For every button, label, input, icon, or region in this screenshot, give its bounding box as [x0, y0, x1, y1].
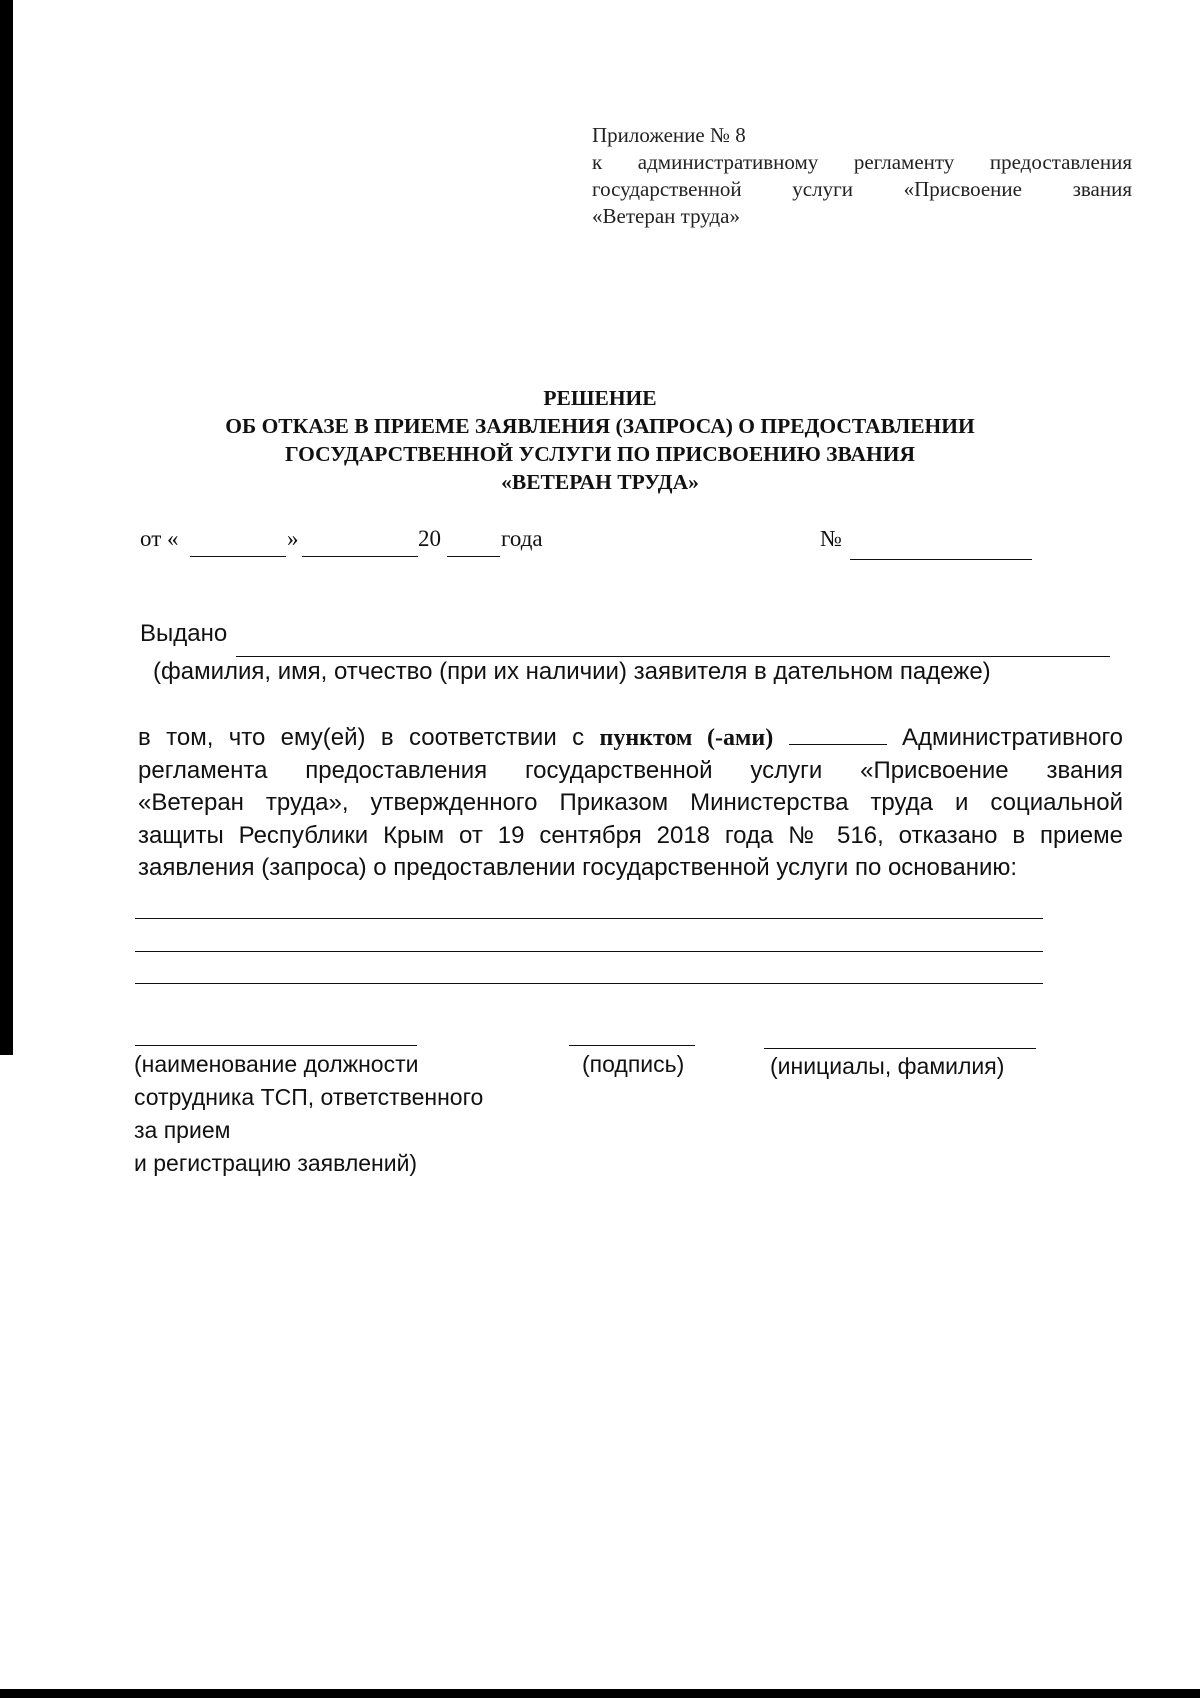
scan-border-left [0, 0, 13, 1055]
appendix-line-2: государственной услуги «Присвоение звания [592, 177, 1132, 201]
number-field[interactable] [850, 559, 1032, 560]
date-year-prefix: 20 [418, 526, 441, 551]
appendix-title: Приложение № 8 [592, 123, 746, 147]
year-field[interactable] [447, 556, 500, 557]
body-line-3: «Ветеран труда», утвержденного Приказом Министерства труда и социальной [138, 789, 1123, 816]
document-heading [130, 384, 1070, 496]
position-caption-line-3: за прием [134, 1117, 231, 1143]
issued-label: Выдано [140, 620, 228, 647]
body-line-4: защиты Республики Крым от 19 сентября 2018 года № 516, отказано в приеме [138, 821, 1123, 849]
body-line-2: регламента предоставления государственной услуги «Присвоение звания [138, 756, 1123, 784]
appendix-line-3: «Ветеран труда» [592, 204, 740, 228]
number-sign: № [820, 526, 842, 551]
appendix-line-1: к административному регламенту предоставления [592, 150, 1132, 174]
month-field[interactable] [302, 556, 418, 557]
body-line-1-end: Административного [901, 724, 1124, 751]
day-field[interactable] [190, 556, 286, 557]
position-caption-line-4: и регистрацию заявлений) [134, 1150, 418, 1176]
paragraph-number-field[interactable] [789, 724, 887, 745]
date-ot-label: от « [140, 526, 179, 551]
reason-line-1[interactable] [135, 918, 1043, 919]
sign-caption: (подпись) [582, 1051, 685, 1077]
position-caption [134, 1048, 483, 1180]
heading-line-4: «ВЕТЕРАН ТРУДА» [501, 470, 699, 494]
body-line-1-bold: пунктом (-ами) [599, 725, 774, 751]
date-year-suffix: года [501, 526, 543, 551]
date-close-quote: » [287, 526, 299, 551]
body-line-1-start: в том, что ему(ей) в соответствии с [138, 724, 585, 751]
heading-line-3: ГОСУДАРСТВЕННОЙ УСЛУГИ ПО ПРИСВОЕНИЮ ЗВАНИЯ [284, 442, 916, 466]
heading-line-2: ОБ ОТКАЗЕ В ПРИЕМЕ ЗАЯВЛЕНИЯ (ЗАПРОСА) О ПРЕДОСТАВЛЕНИИ [225, 414, 975, 438]
scan-border-bottom [0, 1689, 1200, 1698]
sign-signature-line[interactable] [569, 1045, 695, 1046]
issued-name-field[interactable] [236, 656, 1110, 657]
position-caption-line-2: сотрудника ТСП, ответственного [134, 1084, 484, 1110]
issued-caption: (фамилия, имя, отчество (при их наличии) заявителя в дательном падеже) [153, 658, 991, 685]
position-signature-line[interactable] [135, 1045, 417, 1046]
body-paragraph [138, 722, 1123, 885]
body-line-1 [138, 722, 1123, 755]
name-signature-line[interactable] [764, 1048, 1036, 1049]
reason-line-2[interactable] [135, 951, 1043, 952]
heading-title: РЕШЕНИЕ [543, 386, 657, 410]
position-caption-line-1: (наименование должности [134, 1051, 419, 1077]
reason-line-3[interactable] [135, 983, 1043, 984]
body-line-5: заявления (запроса) о предоставлении государственной услуги по основанию: [138, 854, 1018, 881]
name-caption: (инициалы, фамилия) [770, 1053, 1005, 1079]
appendix-block [592, 122, 1132, 230]
